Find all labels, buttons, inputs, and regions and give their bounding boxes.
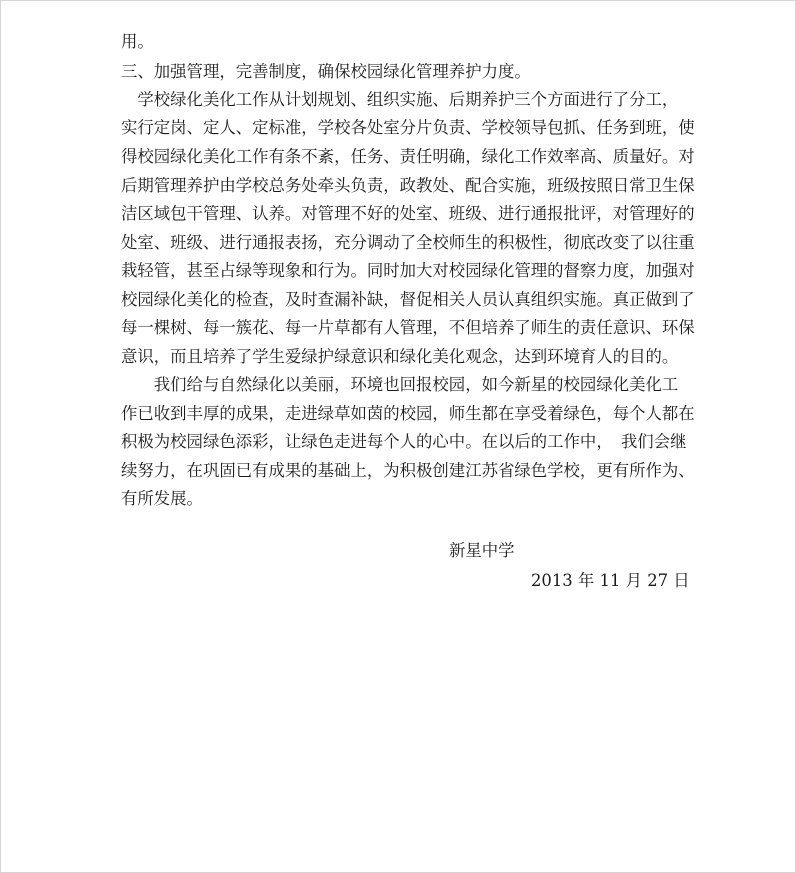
text-line: 学校绿化美化工作从计划规划、组织实施、后期养护三个方面进行了分工， bbox=[121, 90, 679, 109]
text-line: 积极为校园绿色添彩，让绿色走进每个人的心中。在以后的工作中， 我们会继 bbox=[121, 432, 687, 451]
section-heading: 三、加强管理，完善制度，确保校园绿化管理养护力度。 bbox=[121, 62, 531, 81]
text-line: 续努力，在巩固已有成果的基础上，为积极创建江苏省绿色学校，更有所作为、 bbox=[121, 461, 695, 480]
text-line: 洁区域包干管理、认养。对管理不好的处室、班级、进行通报批评，对管理好的 bbox=[121, 204, 695, 223]
text-line: 校园绿化美化的检查，及时查漏补缺，督促相关人员认真组织实施。真正做到了 bbox=[121, 290, 695, 309]
text-line: 意识，而且培养了学生爱绿护绿意识和绿化美化观念，达到环境育人的目的。 bbox=[121, 347, 679, 366]
signature-school: 新星中学 bbox=[449, 541, 515, 560]
text-line: 处室、班级、进行通报表扬，充分调动了全校师生的积极性，彻底改变了以往重 bbox=[121, 233, 695, 252]
text-line: 后期管理养护由学校总务处牵头负责，政教处、配合实施，班级按照日常卫生保 bbox=[121, 176, 695, 195]
text-line: 有所发展。 bbox=[121, 489, 203, 508]
text-line: 每一棵树、每一簇花、每一片草都有人管理，不但培养了师生的责任意识、环保 bbox=[121, 318, 695, 337]
text-line: 栽轻管，甚至占绿等现象和行为。同时加大对校园绿化管理的督察力度，加强对 bbox=[121, 261, 695, 280]
text-line: 实行定岗、定人、定标准，学校各处室分片负责、学校领导包抓、任务到班，使 bbox=[121, 118, 695, 137]
text-line: 作已收到丰厚的成果，走进绿草如茵的校园，师生都在享受着绿色，每个人都在 bbox=[121, 404, 695, 423]
text-line: 得校园绿化美化工作有条不紊，任务、责任明确，绿化工作效率高、质量好。对 bbox=[121, 147, 695, 166]
signature-date: 2013 年 11 月 27 日 bbox=[531, 571, 690, 590]
text-line: 我们给与自然绿化以美丽，环境也回报校园，如今新星的校园绿化美化工 bbox=[121, 375, 679, 394]
text-line: 用。 bbox=[121, 32, 154, 51]
